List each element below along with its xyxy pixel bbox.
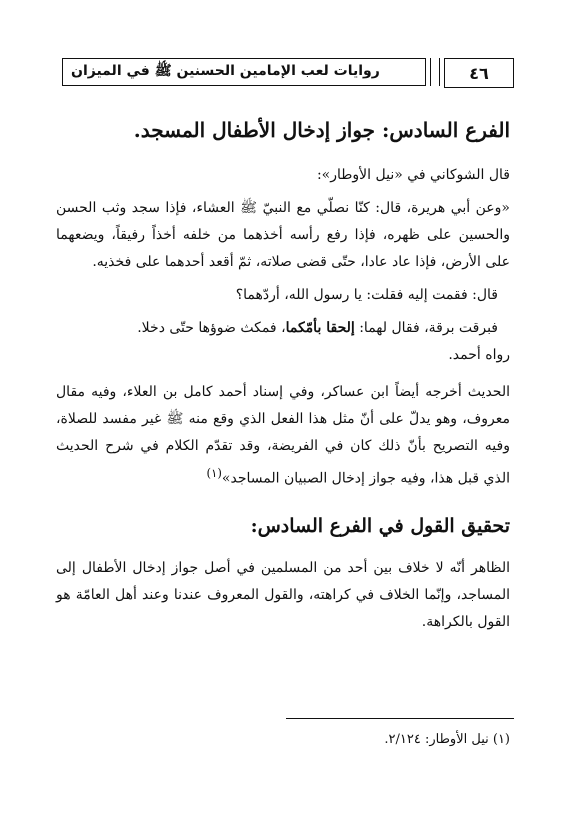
lightning-post: ، فمكث ضوؤها حتّى دخلا. bbox=[137, 320, 286, 336]
footnote-divider bbox=[286, 718, 514, 719]
running-title: روايات لعب الإمامين الحسنين ﷺ في الميزان bbox=[62, 58, 426, 86]
footnote: (١) نيل الأوطار: ٢/١٢٤. bbox=[384, 732, 510, 747]
commentary-paragraph bbox=[56, 379, 510, 493]
commentary-text: الحديث أخرجه أيضاً ابن عساكر، وفي إسناد أحمد كامل بن العلاء، وفيه مقال معروف، وهو يدلّ على أنّ مثل هذا الفعل الذي وقع منه ﷺ غير مفسد للصلاة، وفيه التصريح بأنّ ذلك كان في الفريضة، وقد تقدّم الكلام في شرح الحديث الذي قبل هذا، وفيه جواز إدخال الصبيان المساجد» bbox=[56, 384, 510, 487]
hadith-paragraph: «وعن أبي هريرة، قال: كنّا نصلّي مع النبيّ ﷺ العشاء، فإذا سجد وثب الحسن والحسين على ظهره، فإذا رفع رأسه أخذهما من خلفه أخذاً رفيقاً، ويضعهما على الأرض، فإذا عاد عادا، حتّى قضى صلاته، ثمّ أقعد أحدهما على فخذيه. bbox=[56, 200, 510, 270]
main-content bbox=[56, 118, 510, 636]
lightning-pre: فبرقت برقة، فقال لهما: bbox=[354, 320, 498, 336]
narrated-line: رواه أحمد. bbox=[448, 347, 510, 363]
intro-paragraph: قال الشوكاني في «نيل الأوطار»: bbox=[316, 167, 510, 183]
page-header bbox=[62, 58, 514, 88]
section-heading: الفرع السادس: جواز إدخال الأطفال المسجد. bbox=[133, 118, 510, 142]
investigation-heading: تحقيق القول في الفرع السادس: bbox=[250, 514, 510, 537]
lightning-paragraph bbox=[56, 315, 510, 342]
question-paragraph: قال: فقمت إليه فقلت: يا رسول الله، أردّهما؟ bbox=[235, 287, 498, 303]
header-divider bbox=[430, 58, 440, 86]
lightning-bold: إلحقا بأمّكما bbox=[285, 320, 355, 336]
investigation-paragraph: الظاهر أنّه لا خلاف بين أحد من المسلمين في أصل جواز إدخال الأطفال إلى المساجد، وإنّما الخلاف في كراهته، والقول المعروف عندنا وعند أهل العامّة هو القول بالكراهة. bbox=[56, 559, 510, 630]
page-number: ٤٦ bbox=[444, 58, 514, 88]
footnote-reference: (١) bbox=[206, 466, 222, 480]
